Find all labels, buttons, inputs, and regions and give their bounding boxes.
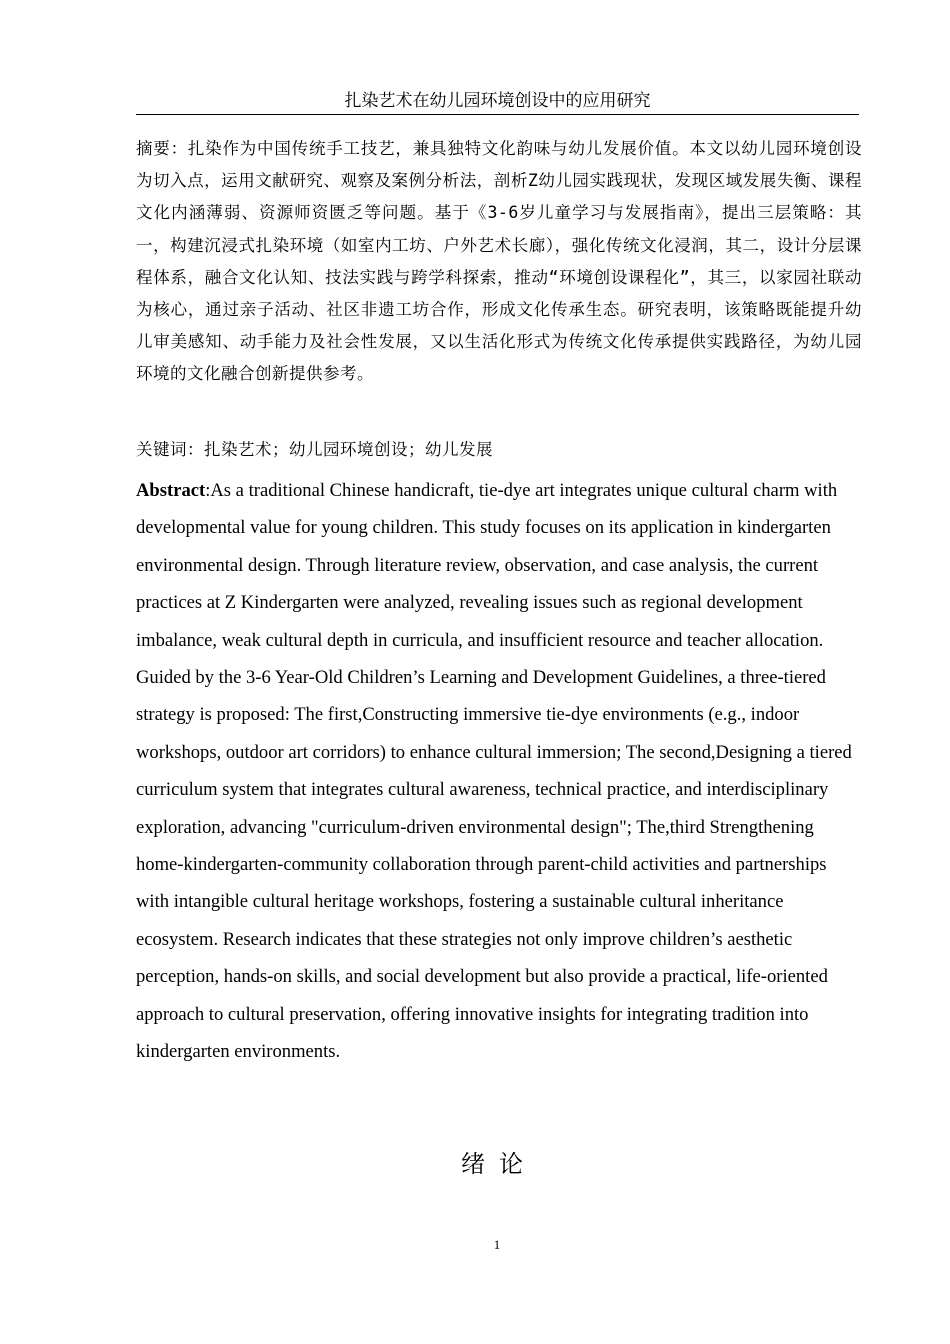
abstract-cn xyxy=(136,133,862,391)
abstract-en-text: :As a traditional Chinese handicraft, tie-dye art integrates unique cultural charm with developmental value for young children. This study focuses on its application in kindergarten environmental design. Through literature review, observation, and case analysis, the current practices at Z Kindergarten were analyzed, revealing issues such as regional development imbalance, weak cultural depth in curricula, and insufficient resource and teacher allocation. Guided by the 3-6 Year-Old Children’s Learning and Development Guidelines, a three-tiered strategy is proposed: The first,Constructing immersive tie-dye environments (e.g., indoor workshops, outdoor art corridors) to enhance cultural immersion; The second,Designing a tiered curriculum system that integrates cultural awareness, technical practice, and interdisciplinary exploration, advancing "curriculum-driven environmental design"; The,third Strengthening home-kindergarten-community collaboration through parent-child activities and partnerships with intangible cultural heritage workshops, fostering a sustainable cultural inheritance ecosystem. Research indicates that these strategies not only improve children’s aesthetic perception, hands-on skills, and social development but also provide a practical, life-oriented approach to cultural preservation, offering innovative insights for integrating tradition into kindergarten environments. xyxy=(136,480,852,1063)
page-number: 1 xyxy=(493,1237,501,1252)
abstract-cn-text: 扎染作为中国传统手工技艺，兼具独特文化韵味与幼儿发展价值。本文以幼儿园环境创设为切入点，运用文献研究、观察及案例分析法，剖析Z幼儿园实践现状，发现区域发展失衡、课程文化内涵薄弱、资源师资匮乏等问题。基于《3-6岁儿童学习与发展指南》，提出三层策略：其一，构建沉浸式扎染环境（如室内工坊、户外艺术长廊），强化传统文化浸润，其二，设计分层课程体系，融合文化认知、技法实践与跨学科探索，推动“环境创设课程化”，其三，以家园社联动为核心，通过亲子活动、社区非遗工坊合作，形成文化传承生态。研究表明，该策略既能提升幼儿审美感知、动手能力及社会性发展，又以生活化形式为传统文化传承提供实践路径，为幼儿园环境的文化融合创新提供参考。 xyxy=(136,139,863,384)
abstract-cn-label: 摘要： xyxy=(136,139,188,158)
abstract-en-label: Abstract xyxy=(136,480,206,501)
keywords-cn-text: 扎染艺术；幼儿园环境创设；幼儿发展 xyxy=(204,440,493,459)
running-header xyxy=(136,88,859,115)
keywords-cn-label: 关键词： xyxy=(136,440,204,459)
running-header-title: 扎染艺术在幼儿园环境创设中的应用研究 xyxy=(344,91,651,111)
abstract-en xyxy=(136,472,860,1071)
section-title: 绪论 xyxy=(461,1150,537,1178)
keywords-cn xyxy=(136,434,862,466)
